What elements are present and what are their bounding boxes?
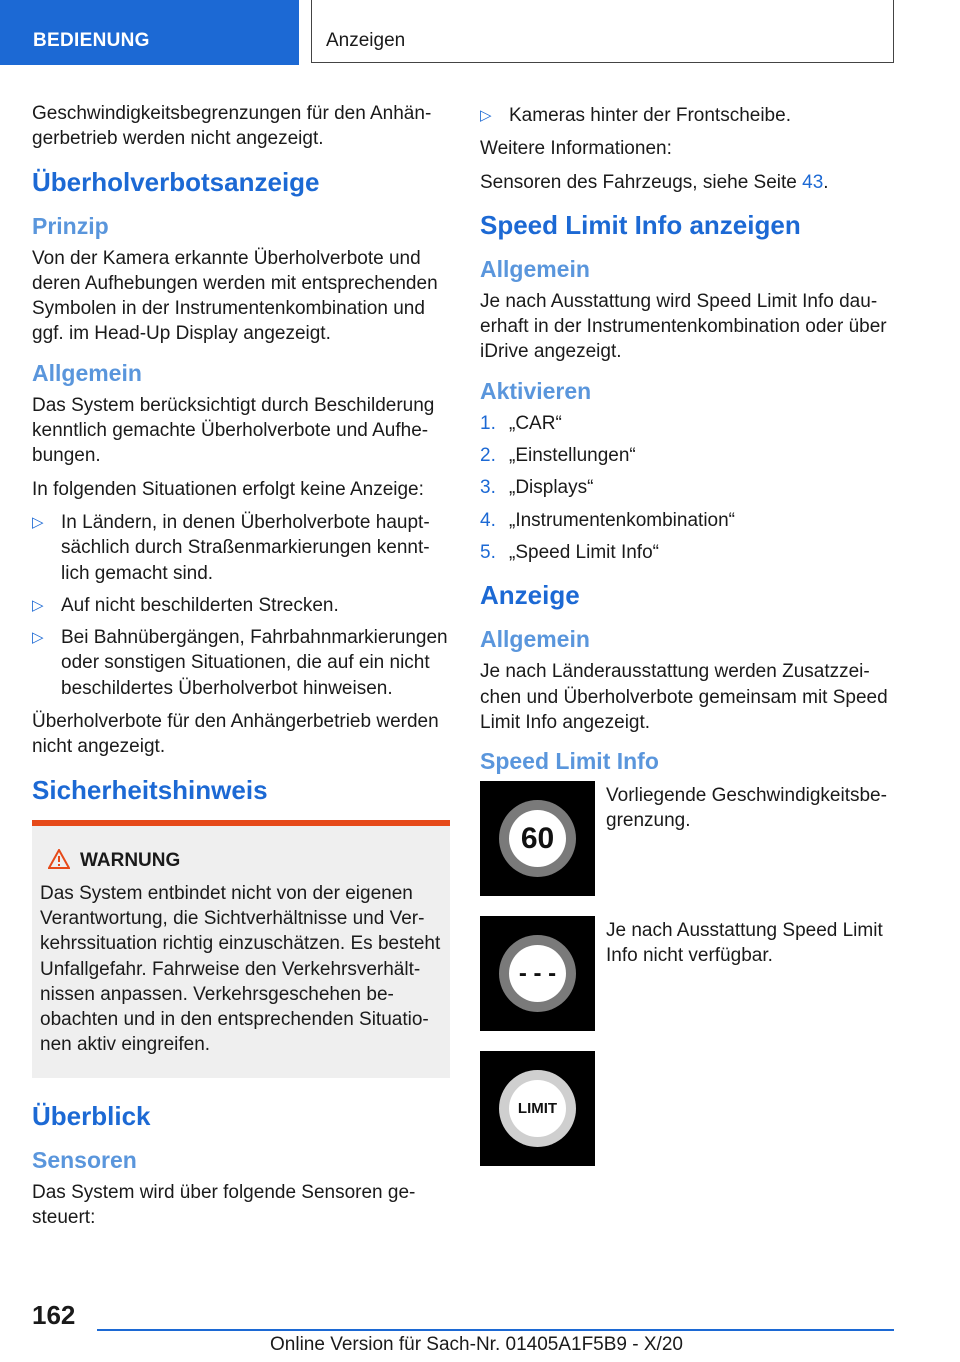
list-item: ▷ Auf nicht beschilderten Strecken. <box>32 593 450 618</box>
left-column <box>32 101 450 1238</box>
triangle-bullet-icon: ▷ <box>32 596 44 614</box>
list-item: ▷ Bei Bahnübergängen, Fahrbahnmarkierungen oder sonstigen Situationen, die auf ein nicht beschildertes Überholverbot hinweisen. <box>32 627 448 699</box>
sli-limit-text: Vorliegende Geschwindigkeitsbegrenzung. <box>606 785 887 832</box>
triangle-bullet-icon: ▷ <box>32 629 44 647</box>
heading-general: Allgemein <box>480 255 590 282</box>
intro-text: Geschwindigkeitsbegrenzungen für den Anhängerbetrieb werden nicht angezeigt. <box>32 103 432 150</box>
sli-row-unavailable <box>480 916 898 1031</box>
page-link[interactable]: 43 <box>802 171 824 193</box>
heading-sli-info: Speed Limit Info <box>480 748 659 775</box>
activation-steps <box>480 411 898 565</box>
triangle-bullet-icon: ▷ <box>480 107 492 124</box>
list-item: 2. „Einstellungen“ <box>480 445 636 467</box>
list-item: ▷ In Ländern, in denen Überholverbote hauptsächlich durch Straßenmarkierungen kenntlich gemacht sind. <box>32 511 430 584</box>
heading-overview: Überblick <box>32 1100 151 1131</box>
sensors-text: Das System wird über folgende Sensoren gesteuert: <box>32 1181 416 1229</box>
heading-general: Allgemein <box>32 359 142 386</box>
section-label: BEDIENUNG <box>33 30 150 51</box>
heading-principle: Prinzip <box>32 212 109 239</box>
general-text: Das System berücksichtigt durch Beschilderung kenntlich gemachte Überholverbote und Aufhebungen. <box>32 394 435 467</box>
speed-limit-60-icon: 60 <box>480 781 595 896</box>
limit-sign-icon: LIMIT <box>480 1051 595 1166</box>
right-column <box>480 103 898 1186</box>
warning-box <box>32 820 450 1078</box>
sensors-reference: Sensoren des Fahrzeugs, siehe Seite 43. <box>480 171 829 193</box>
heading-activate: Aktivieren <box>480 377 592 404</box>
principle-text: Von der Kamera erkannte Überholverbote und deren Aufhebungen werden mit entsprechenden Symbolen in der Instrumentenkombination und ggf. im Head-Up Display angezeigt. <box>32 247 438 345</box>
speed-limit-unavailable-icon: - - - <box>480 916 595 1031</box>
trailer-text: Überholverbote für den Anhängerbetrieb werden nicht angezeigt. <box>32 711 439 758</box>
warning-text: Das System entbindet nicht von der eigenen Verantwortung, die Sichtverhältnisse und Verkehrssituation richtig einzuschätzen. Es besteht Unfallgefahr. Fahrweise den Verkehrsverhältnissen anpassen. Verkehrsgeschehen beobachten und in den entsprechenden Situationen aktiv eingreifen. <box>40 882 441 1056</box>
list-item: ▷ Kameras hinter der Frontscheibe. <box>480 103 898 128</box>
more-info-label: Weitere Informationen: <box>480 138 672 160</box>
list-item: 5. „Speed Limit Info“ <box>480 541 659 563</box>
camera-list <box>480 103 898 128</box>
heading-general-2: Allgemein <box>480 626 590 653</box>
chapter-title: Anzeigen <box>326 30 406 51</box>
chapter-header <box>311 0 894 63</box>
sli-row-limit <box>480 781 898 896</box>
sli-unavailable-text: Je nach Ausstattung Speed Limit Info nicht verfügbar. <box>606 920 883 967</box>
heading-sensors: Sensoren <box>32 1146 137 1173</box>
list-item: 1. „CAR“ <box>480 412 562 434</box>
list-item: 4. „Instrumentenkombination“ <box>480 509 735 531</box>
situations-intro: In folgenden Situationen erfolgt keine Anzeige: <box>32 478 424 500</box>
list-item: 3. „Displays“ <box>480 477 594 499</box>
footer-online-version: Online Version für Sach-Nr. 01405A1F5B9 - X/20 <box>270 1334 683 1355</box>
heading-sli: Speed Limit Info anzeigen <box>480 209 801 240</box>
heading-display: Anzeige <box>480 580 580 611</box>
warning-triangle-icon <box>48 849 70 869</box>
warning-title: WARNUNG <box>80 848 442 873</box>
section-tab <box>0 0 299 65</box>
heading-safety: Sicherheitshinweis <box>32 774 268 805</box>
footer-divider <box>97 1329 894 1331</box>
sli-general-text: Je nach Ausstattung wird Speed Limit Info dauerhaft in der Instrumentenkombination oder über iDrive angezeigt. <box>480 290 887 363</box>
page-number: 162 <box>32 1300 76 1330</box>
triangle-bullet-icon: ▷ <box>32 513 44 531</box>
display-text: Je nach Länderausstattung werden Zusatzzeichen und Überholverbote gemeinsam mit Speed Limit Info angezeigt. <box>480 661 888 733</box>
heading-overtake: Überholverbotsanzeige <box>32 166 320 197</box>
sli-row-limit-sign <box>480 1051 898 1166</box>
situations-list <box>32 510 450 701</box>
